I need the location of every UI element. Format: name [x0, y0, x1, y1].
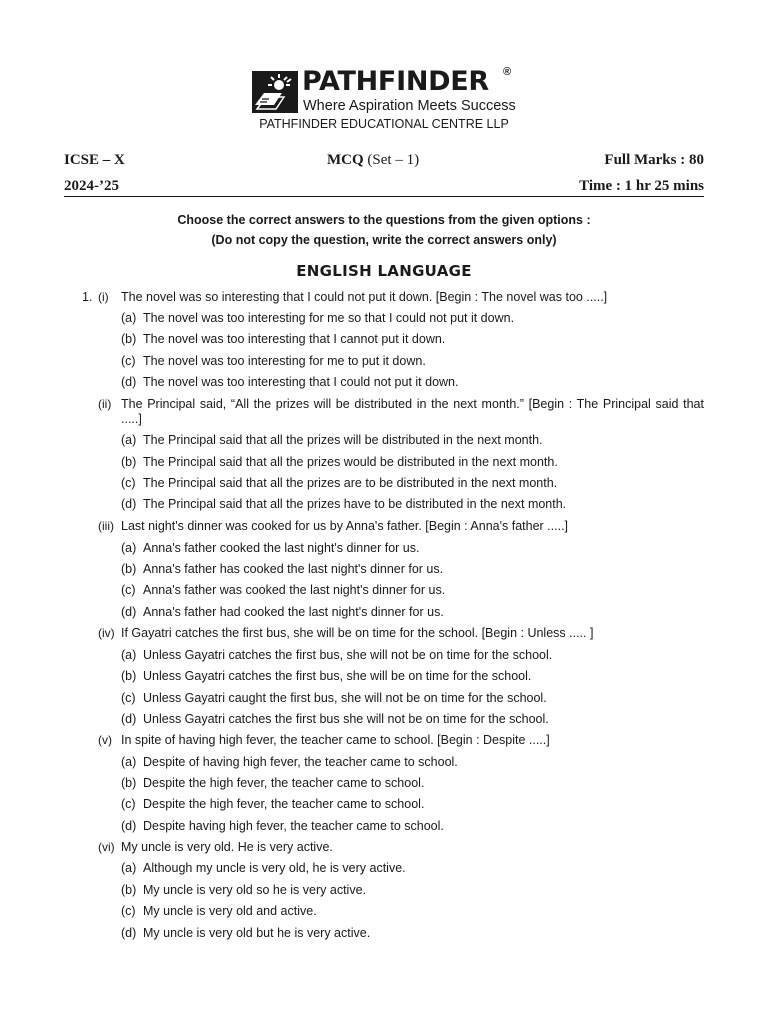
centre-name: PATHFINDER EDUCATIONAL CENTRE LLP: [259, 117, 509, 131]
class-label: ICSE – X: [64, 152, 125, 168]
option-letter: (b): [121, 883, 137, 897]
option-text: The novel was too interesting for me so that I could not put it down.: [143, 311, 515, 325]
option-text: The Principal said that all the prizes are to be distributed in the next month.: [143, 476, 558, 490]
section-title: ENGLISH LANGUAGE: [296, 262, 472, 280]
option-text: The Principal said that all the prizes would be distributed in the next month.: [143, 455, 558, 469]
header-divider: [64, 196, 704, 197]
subquestion-text: The Principal said, “All the prizes will be distributed in the next month.” [Begin : The Principal said that .....]: [121, 397, 704, 426]
option-text: Unless Gayatri caught the first bus, she will not be on time for the school.: [143, 691, 547, 705]
option-letter: (b): [121, 669, 137, 683]
option-text: Anna's father has cooked the last night's dinner for us.: [143, 562, 444, 576]
option-letter: (d): [121, 605, 137, 619]
pathfinder-logo: [252, 68, 518, 116]
subquestion-number: (v): [98, 733, 112, 747]
option-letter: (a): [121, 861, 137, 875]
option-letter: (b): [121, 776, 137, 790]
option-letter: (b): [121, 562, 137, 576]
option-letter: (c): [121, 583, 136, 597]
paper-set: (Set – 1): [367, 152, 420, 168]
option-text: Unless Gayatri catches the first bus, she will be on time for the school.: [143, 669, 532, 683]
option-text: Despite of having high fever, the teacher came to school.: [143, 755, 458, 769]
option-text: Despite the high fever, the teacher came to school.: [143, 797, 425, 811]
option-letter: (c): [121, 354, 136, 368]
option-letter: (d): [121, 712, 137, 726]
option-text: The novel was too interesting that I cannot put it down.: [143, 332, 446, 346]
subquestion-number: (iii): [98, 519, 114, 533]
option-letter: (c): [121, 904, 136, 918]
option-text: Unless Gayatri catches the first bus she will not be on time for the school.: [143, 712, 549, 726]
book-sun-logo-icon: [252, 71, 298, 113]
option-letter: (b): [121, 455, 137, 469]
option-letter: (b): [121, 332, 137, 346]
subquestion-number: (vi): [98, 840, 115, 854]
option-letter: (a): [121, 541, 137, 555]
subquestion-text: The novel was so interesting that I could not put it down. [Begin : The novel was too .....]: [121, 290, 608, 304]
brand-name: PATHFINDER: [302, 66, 489, 97]
option-text: The novel was too interesting that I could not put it down.: [143, 375, 459, 389]
option-letter: (a): [121, 311, 137, 325]
option-text: Unless Gayatri catches the first bus, she will not be on time for the school.: [143, 648, 553, 662]
option-text: Anna's father was cooked the last night's dinner for us.: [143, 583, 446, 597]
instruction-line-2: (Do not copy the question, write the correct answers only): [211, 233, 557, 247]
time-label: Time : 1 hr 25 mins: [579, 178, 704, 194]
subquestion-number: (ii): [98, 397, 112, 411]
option-text: The Principal said that all the prizes will be distributed in the next month.: [143, 433, 543, 447]
brand-tagline: Where Aspiration Meets Success: [303, 98, 516, 114]
option-letter: (d): [121, 375, 137, 389]
subquestion-text: Last night's dinner was cooked for us by Anna's father. [Begin : Anna's father .....]: [121, 519, 569, 533]
option-letter: (a): [121, 648, 137, 662]
option-letter: (c): [121, 476, 136, 490]
option-letter: (d): [121, 926, 137, 940]
option-letter: (a): [121, 433, 137, 447]
option-text: Despite having high fever, the teacher came to school.: [143, 819, 444, 833]
option-letter: (a): [121, 755, 137, 769]
option-text: My uncle is very old and active.: [143, 904, 317, 918]
option-letter: (c): [121, 691, 136, 705]
paper-title: [327, 152, 419, 169]
session-label: 2024-’25: [64, 178, 119, 194]
subquestion-number: (i): [98, 290, 109, 304]
option-text: My uncle is very old so he is very active.: [143, 883, 366, 897]
subquestion-text: In spite of having high fever, the teacher came to school. [Begin : Despite .....]: [121, 733, 550, 747]
option-text: Although my uncle is very old, he is very active.: [143, 861, 406, 875]
subquestion-number: (iv): [98, 626, 115, 640]
full-marks: Full Marks : 80: [604, 152, 704, 168]
option-letter: (d): [121, 497, 137, 511]
option-text: Despite the high fever, the teacher came to school.: [143, 776, 425, 790]
instruction-line-1: Choose the correct answers to the questions from the given options :: [177, 213, 591, 227]
option-text: The novel was too interesting for me to put it down.: [143, 354, 426, 368]
option-text: My uncle is very old but he is very active.: [143, 926, 371, 940]
question-number: 1.: [82, 290, 93, 304]
registered-mark: ®: [503, 66, 512, 78]
subquestion-text: My uncle is very old. He is very active.: [121, 840, 333, 854]
subquestion-text: If Gayatri catches the first bus, she will be on time for the school. [Begin : Unless ..... ]: [121, 626, 594, 640]
option-text: Anna's father cooked the last night's dinner for us.: [143, 541, 420, 555]
option-letter: (c): [121, 797, 136, 811]
option-letter: (d): [121, 819, 137, 833]
option-text: Anna's father had cooked the last night's dinner for us.: [143, 605, 444, 619]
paper-title-text: MCQ: [327, 152, 364, 168]
option-text: The Principal said that all the prizes have to be distributed in the next month.: [143, 497, 567, 511]
